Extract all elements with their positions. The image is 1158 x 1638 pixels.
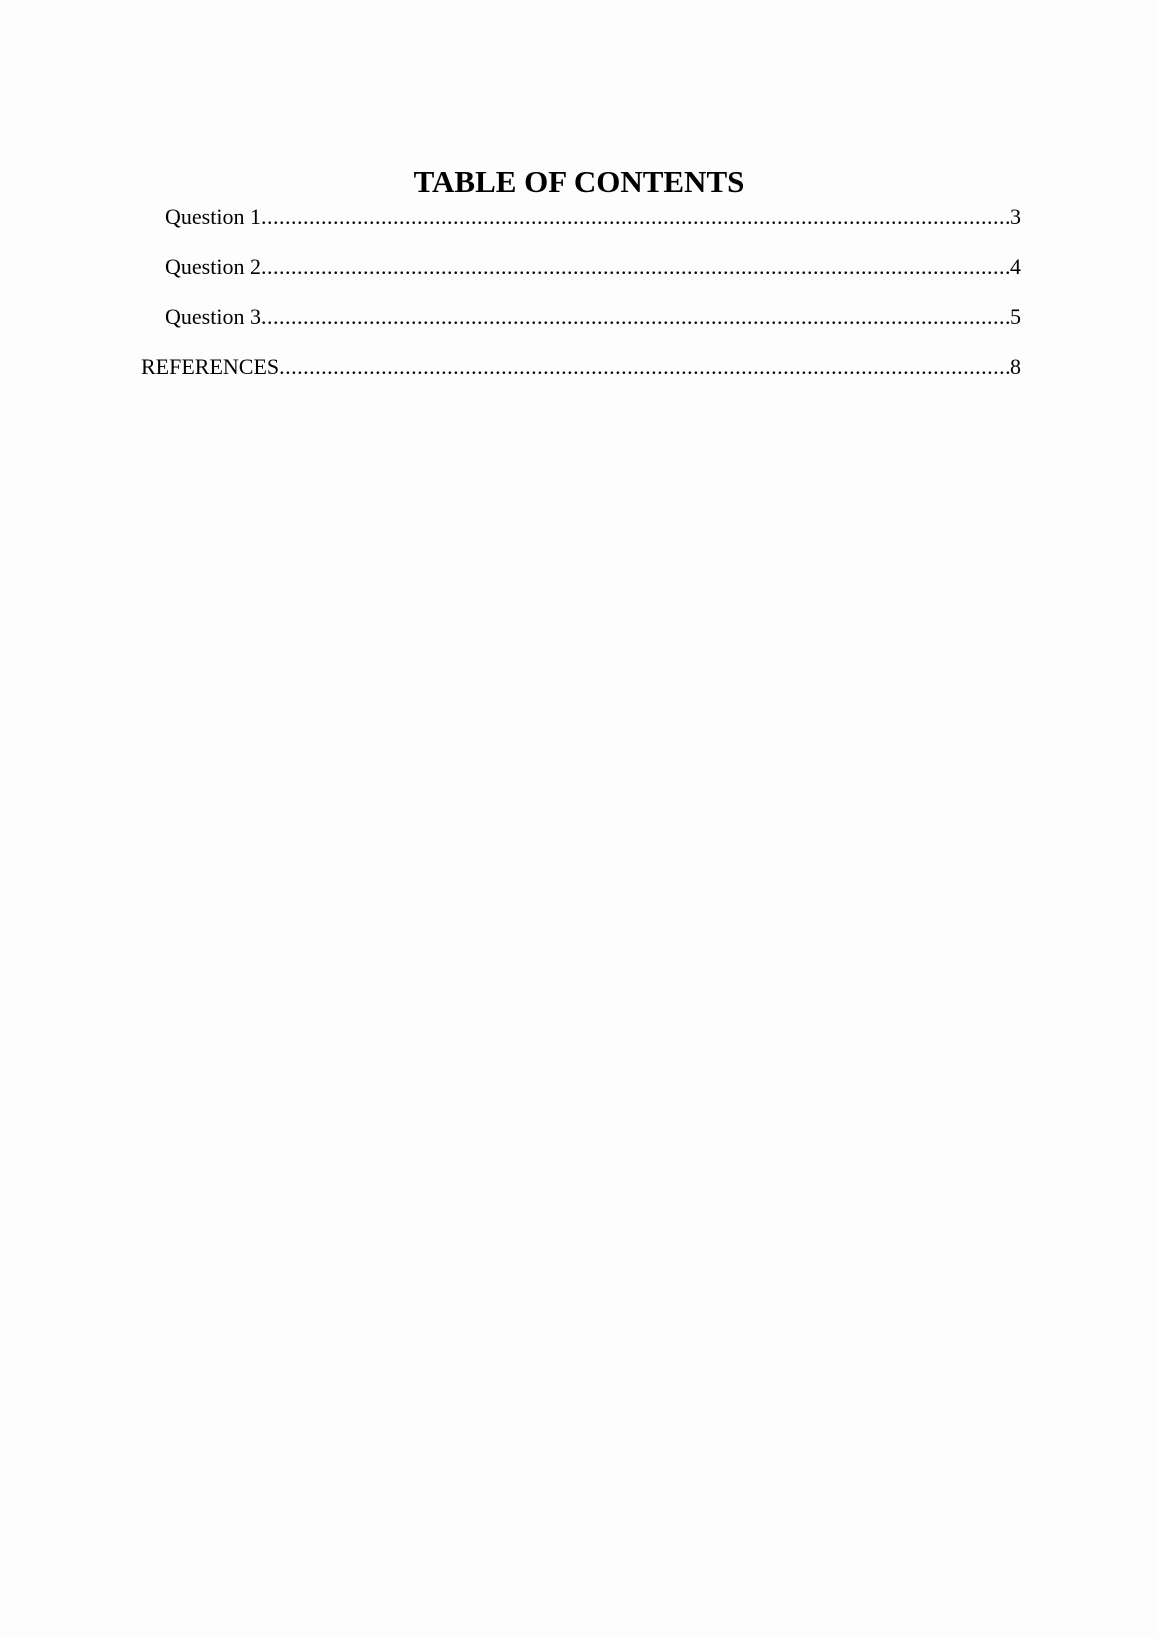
toc-dot-leader [279, 353, 1010, 381]
toc-entry-question-1[interactable] [165, 203, 1021, 231]
toc-entry-page-number: 8 [1010, 354, 1021, 379]
toc-entry-question-2[interactable] [165, 253, 1021, 281]
toc-entry-references[interactable] [141, 353, 1021, 381]
toc-title: TABLE OF CONTENTS [413, 164, 745, 199]
toc-entry-label: Question 3 [165, 304, 261, 329]
toc-entry-label: REFERENCES [141, 354, 280, 379]
toc-dot-leader [261, 303, 1010, 331]
toc-entry-label: Question 2 [165, 254, 261, 279]
toc-dot-leader [261, 203, 1010, 231]
toc-entry-question-3[interactable] [165, 303, 1021, 331]
toc-entry-label: Question 1 [165, 204, 261, 229]
toc-entry-page-number: 5 [1010, 304, 1021, 329]
toc-entry-page-number: 3 [1010, 204, 1021, 229]
toc-dot-leader [261, 253, 1010, 281]
toc-entry-page-number: 4 [1010, 254, 1021, 279]
